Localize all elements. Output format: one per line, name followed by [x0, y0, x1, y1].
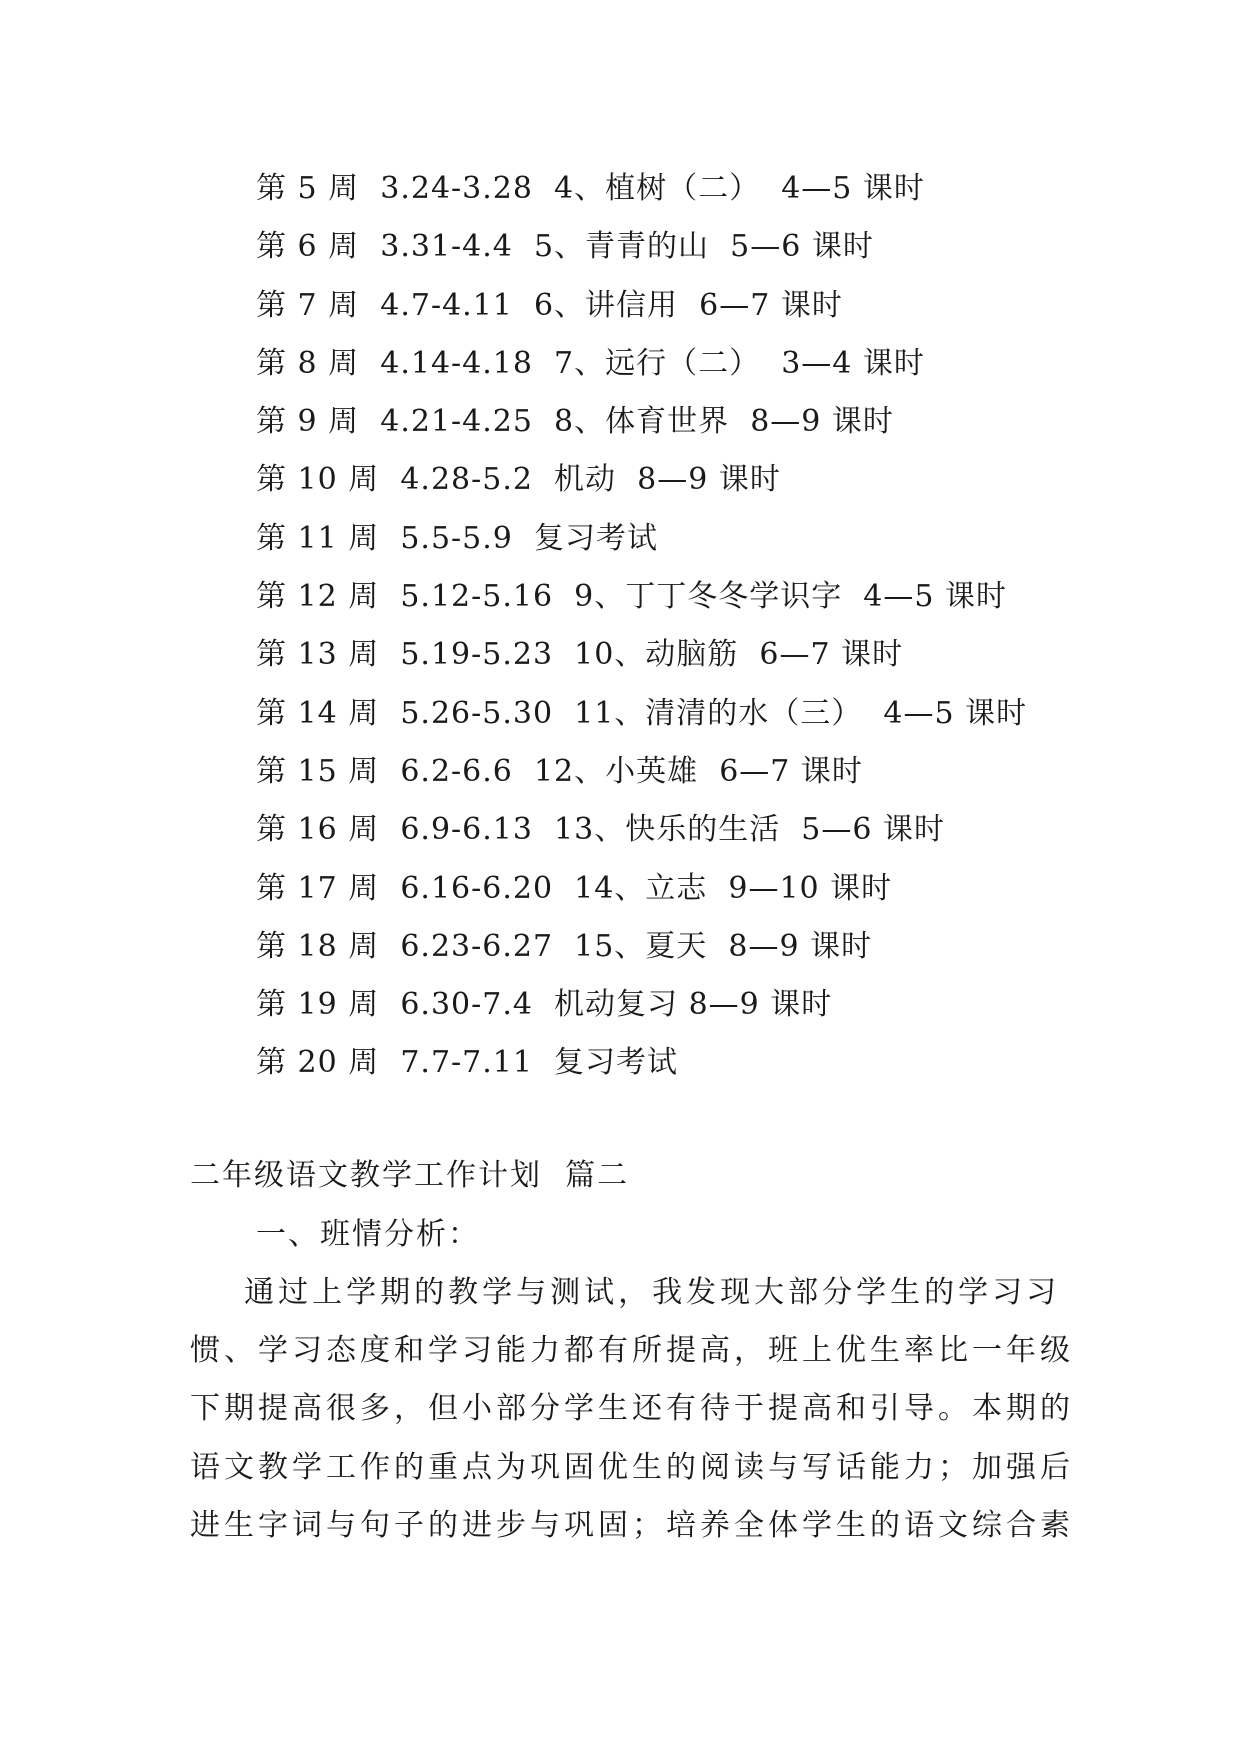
paragraph-line: 语文教学工作的重点为巩固优生的阅读与写话能力；加强后: [190, 1449, 1074, 1485]
schedule-line: 第 6 周 3.31-4.4 5、青青的山 5—6 课时: [256, 229, 874, 265]
schedule-line: 第 12 周 5.12-5.16 9、丁丁冬冬学识字 4—5 课时: [256, 579, 1007, 615]
schedule-line: 第 15 周 6.2-6.6 12、小英雄 6—7 课时: [256, 753, 863, 789]
section-title: 二年级语文教学工作计划 篇二: [190, 1158, 630, 1193]
schedule-line: 第 9 周 4.21-4.25 8、体育世界 8—9 课时: [256, 404, 894, 440]
schedule-line: 第 14 周 5.26-5.30 11、清清的水（三） 4—5 课时: [256, 695, 1028, 731]
paragraph-line: 惯、学习态度和学习能力都有所提高，班上优生率比一年级: [190, 1333, 1074, 1369]
schedule-line: 第 19 周 6.30-7.4 机动复习 8—9 课时: [256, 987, 833, 1023]
paragraph-line: 通过上学期的教学与测试，我发现大部分学生的学习习: [190, 1275, 1061, 1310]
schedule-line: 第 13 周 5.19-5.23 10、动脑筋 6—7 课时: [256, 637, 904, 673]
schedule-line: 第 5 周 3.24-3.28 4、植树（二） 4—5 课时: [256, 171, 925, 206]
schedule-line: 第 17 周 6.16-6.20 14、立志 9—10 课时: [256, 870, 893, 906]
schedule-line: 第 11 周 5.5-5.9 复习考试: [256, 520, 658, 556]
subheading-class-analysis: 一、班情分析：: [256, 1217, 480, 1252]
weekly-schedule: [256, 160, 1027, 1093]
schedule-line: 第 7 周 4.7-4.11 6、讲信用 6—7 课时: [256, 287, 843, 323]
schedule-line: 第 16 周 6.9-6.13 13、快乐的生活 5—6 课时: [256, 812, 945, 848]
body-paragraph: [190, 1264, 1074, 1555]
schedule-line: 第 20 周 7.7-7.11 复习考试: [256, 1045, 679, 1081]
paragraph-line: 进生字词与句子的进步与巩固；培养全体学生的语文综合素: [190, 1507, 1074, 1543]
schedule-line: 第 18 周 6.23-6.27 15、夏天 8—9 课时: [256, 928, 873, 964]
schedule-line: 第 10 周 4.28-5.2 机动 8—9 课时: [256, 462, 781, 498]
paragraph-line: 下期提高很多，但小部分学生还有待于提高和引导。本期的: [190, 1391, 1074, 1427]
schedule-line: 第 8 周 4.14-4.18 7、远行（二） 3—4 课时: [256, 345, 925, 381]
